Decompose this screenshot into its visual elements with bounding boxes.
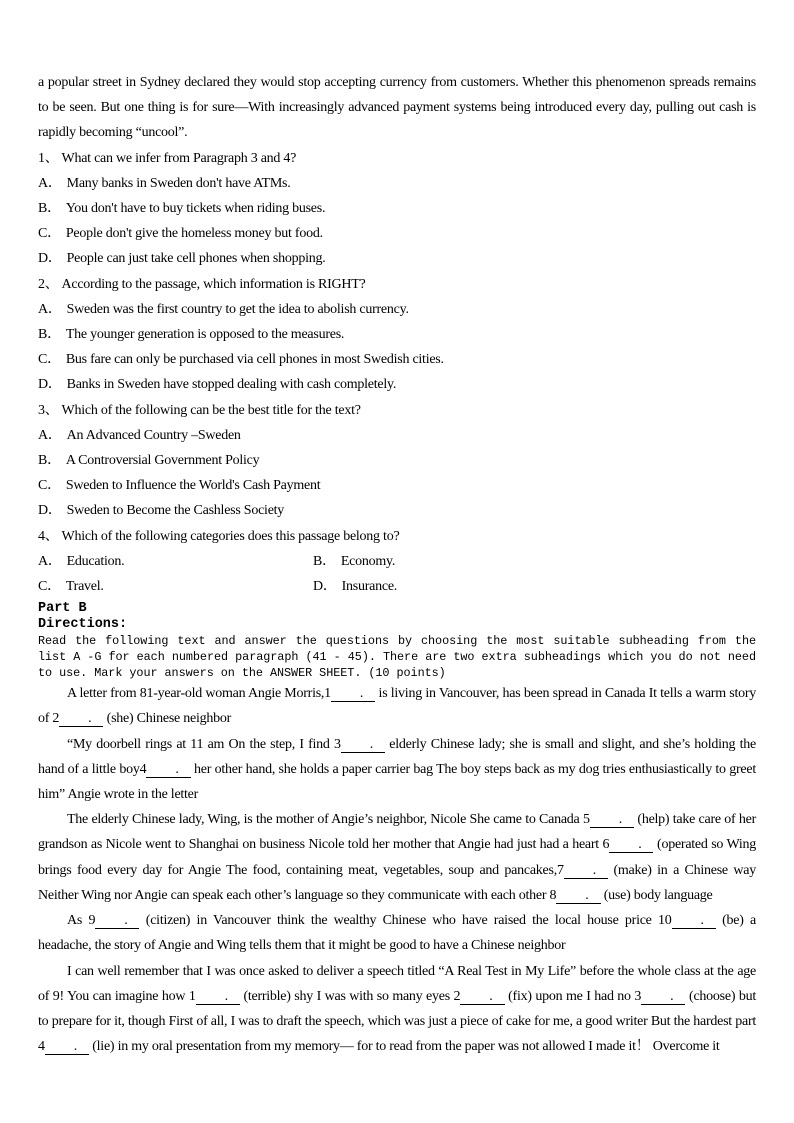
blank-underline: . — [331, 686, 375, 702]
option-D — [313, 574, 756, 599]
cloze-blank-3 — [634, 989, 685, 1004]
cloze-blank-5 — [583, 812, 634, 827]
cloze-blank-1 — [189, 989, 240, 1004]
option-label: C． — [38, 579, 61, 595]
option-text: Education. — [66, 553, 125, 569]
blank-underline: . — [460, 989, 504, 1005]
options-group — [38, 549, 756, 599]
cloze-blank-8 — [550, 888, 601, 903]
cloze-text: (lie) in my oral presentation from my memory— for to read from the paper was not allowed I made it！ Overcome it — [89, 1039, 720, 1055]
cloze-text: As — [67, 913, 89, 929]
blank-underline: . — [59, 711, 103, 727]
cloze-paragraph — [38, 807, 756, 908]
question-text: Which of the following categories does this passage belong to? — [61, 528, 400, 544]
cloze-blank-7 — [557, 863, 608, 878]
options-group — [38, 423, 756, 524]
blank-number: 8 — [549, 887, 557, 903]
cloze-text: elderly Chinese lady; she is small and slight, and she’s holding the hand of a little boy — [38, 736, 757, 777]
cloze-blank-10 — [658, 913, 716, 928]
blank-underline: . — [341, 737, 385, 753]
option-label: B． — [38, 453, 61, 469]
question-stem — [38, 524, 756, 549]
option-label: A． — [38, 553, 62, 569]
option-D — [38, 246, 756, 271]
blank-number: 9 — [88, 913, 96, 929]
blank-underline: . — [564, 863, 608, 879]
cloze-text: A letter from 81-year-old woman Angie Morris, — [67, 686, 325, 702]
option-A — [38, 171, 756, 196]
cloze-text: her other hand, she holds a paper carrier bag The boy steps back as my dog tries enthusiastically to greet him” Angie wrote in the letter — [38, 761, 756, 803]
option-label: D． — [313, 579, 337, 595]
blank-number: 4 — [38, 1039, 45, 1055]
option-B — [38, 448, 756, 473]
cloze-text: is living in Vancouver, has been spread in Canada It tells a warm story of — [38, 686, 756, 727]
blank-underline: . — [672, 913, 716, 929]
cloze-text: The elderly Chinese lady, Wing, is the mother of Angie’s neighbor, Nicole She came to Canada — [67, 812, 583, 828]
cloze-section — [38, 681, 756, 1059]
cloze-text: (make) in a Chinese way Neither Wing nor Angie can speak each other’s language so they communicate with each other — [38, 862, 756, 903]
option-label: D． — [38, 503, 62, 519]
question-text: According to the passage, which information is RIGHT? — [61, 276, 366, 292]
option-label: A． — [38, 301, 62, 317]
passage-continuation: a popular street in Sydney declared they would stop accepting currency from customers. Whether this phenomenon spreads remains to be seen. But one thing is for sure—With increasingly advanced payment systems being introduced every day, pulling out cash is rapidly becoming “uncool”. — [38, 75, 756, 141]
option-label: A． — [38, 427, 62, 443]
question-number: 3、 — [38, 402, 59, 418]
option-text: People don't give the homeless money but food. — [65, 226, 323, 242]
cloze-blank-1 — [324, 686, 375, 701]
blank-number: 3 — [634, 988, 642, 1004]
option-label: C． — [38, 352, 61, 368]
cloze-text: (fix) upon me I had no — [504, 988, 635, 1004]
option-text: Sweden was the first country to get the idea to abolish currency. — [66, 301, 409, 317]
blank-underline: . — [556, 888, 600, 904]
option-text: Travel. — [65, 579, 104, 595]
blank-underline: . — [590, 812, 634, 828]
question-text: What can we infer from Paragraph 3 and 4? — [61, 150, 297, 166]
questions-section — [38, 146, 756, 600]
cloze-paragraph — [38, 732, 756, 808]
option-text: A Controversial Government Policy — [65, 453, 260, 469]
option-label: B． — [38, 327, 61, 343]
cloze-blank-2 — [52, 711, 103, 726]
option-A — [38, 297, 756, 322]
cloze-paragraph — [38, 908, 756, 958]
option-C — [38, 347, 756, 372]
blank-number: 1 — [324, 686, 331, 702]
blank-underline: . — [146, 762, 190, 778]
cloze-paragraph — [38, 681, 756, 731]
question-number: 4、 — [38, 528, 59, 544]
cloze-text: “My doorbell rings at 11 am On the step, I find — [67, 736, 334, 752]
option-D — [38, 372, 756, 397]
option-label: B． — [313, 553, 336, 569]
cloze-text: (citizen) in Vancouver think the wealthy Chinese who have raised the local house price — [139, 913, 659, 929]
question-text: Which of the following can be the best title for the text? — [61, 402, 361, 418]
cloze-blank-2 — [454, 989, 505, 1004]
option-text: Banks in Sweden have stopped dealing with cash completely. — [66, 377, 397, 393]
option-label: C． — [38, 226, 61, 242]
cloze-blank-6 — [602, 837, 653, 852]
option-D — [38, 498, 756, 523]
cloze-text: (use) body language — [600, 887, 713, 903]
option-text: Economy. — [340, 553, 396, 569]
cloze-text: (help) take care of her grandson as Nicole went to Shanghai on business Nicole told her mother that Angie had just had a heart — [38, 812, 757, 853]
question-number: 1、 — [38, 150, 59, 166]
cloze-blank-4 — [38, 1039, 89, 1054]
question-number: 2、 — [38, 276, 59, 292]
cloze-text: (operated so Wing brings food every day for Angie The food, containing meat, vegetables, soup and pancakes, — [38, 837, 757, 878]
part-b-heading: Part B — [38, 601, 87, 617]
blank-number: 2 — [453, 988, 461, 1004]
option-text: Sweden to Influence the World's Cash Payment — [65, 478, 321, 494]
option-C — [38, 221, 756, 246]
option-text: You don't have to buy tickets when riding buses. — [65, 201, 326, 217]
question-stem — [38, 146, 756, 171]
directions-heading: Directions: — [38, 617, 128, 633]
question-stem — [38, 398, 756, 423]
blank-number: 5 — [582, 812, 590, 828]
options-group — [38, 297, 756, 398]
cloze-blank-9 — [88, 913, 139, 928]
blank-underline: . — [609, 837, 653, 853]
cloze-text: I can well remember that I was once asked to deliver a speech titled “A Real Test in My Life” before the whole class at the age of 9! You can imagine how — [38, 963, 756, 1004]
option-A — [38, 423, 756, 448]
option-label: B． — [38, 201, 61, 217]
cloze-text: (be) a headache, the story of Angie and Wing tells them that it might be good to have a Chinese neighbor — [38, 913, 756, 954]
option-C — [38, 574, 313, 599]
blank-number: 3 — [333, 736, 341, 752]
option-text: Insurance. — [341, 579, 398, 595]
blank-number: 1 — [188, 988, 196, 1004]
option-label: A． — [38, 175, 62, 191]
option-text: An Advanced Country –Sweden — [66, 427, 241, 443]
part-b-block — [38, 601, 756, 681]
option-B — [38, 322, 756, 347]
option-text: People can just take cell phones when shopping. — [66, 251, 326, 267]
blank-number: 2 — [52, 711, 60, 727]
directions-text: Read the following text and answer the questions by choosing the most suitable subheading from the list A -G for each numbered paragraph (41 - 45). There are two extra subheadings which you do not need to use. Mark your answers on the ANSWER SHEET. (10 points) — [38, 634, 756, 681]
option-label: D． — [38, 377, 62, 393]
option-B — [38, 196, 756, 221]
option-text: Many banks in Sweden don't have ATMs. — [66, 175, 291, 191]
blank-number: 7 — [556, 862, 564, 878]
cloze-text: (choose) but to prepare for it, though First of all, I was to draft the speech, which was just a piece of cake for me, a good writer But the hardest part — [38, 988, 756, 1029]
blank-number: 6 — [602, 837, 610, 853]
option-B — [313, 549, 756, 574]
option-label: C． — [38, 478, 61, 494]
option-text: The younger generation is opposed to the measures. — [65, 327, 345, 343]
options-group — [38, 171, 756, 272]
blank-underline: . — [196, 989, 240, 1005]
blank-underline: . — [641, 989, 685, 1005]
option-text: Sweden to Become the Cashless Society — [66, 503, 285, 519]
cloze-blank-3 — [334, 737, 385, 752]
option-text: Bus fare can only be purchased via cell phones in most Swedish cities. — [65, 352, 444, 368]
option-label: D． — [38, 251, 62, 267]
blank-number: 4 — [139, 761, 147, 777]
option-A — [38, 549, 313, 574]
cloze-text: (she) Chinese neighbor — [103, 711, 232, 727]
blank-underline: . — [45, 1039, 89, 1055]
cloze-blank-4 — [140, 762, 191, 777]
question-stem — [38, 272, 756, 297]
blank-underline: . — [95, 913, 139, 929]
cloze-paragraph — [38, 959, 756, 1060]
cloze-text: (terrible) shy I was with so many eyes — [239, 988, 454, 1004]
option-C — [38, 473, 756, 498]
blank-number: 10 — [658, 913, 672, 929]
